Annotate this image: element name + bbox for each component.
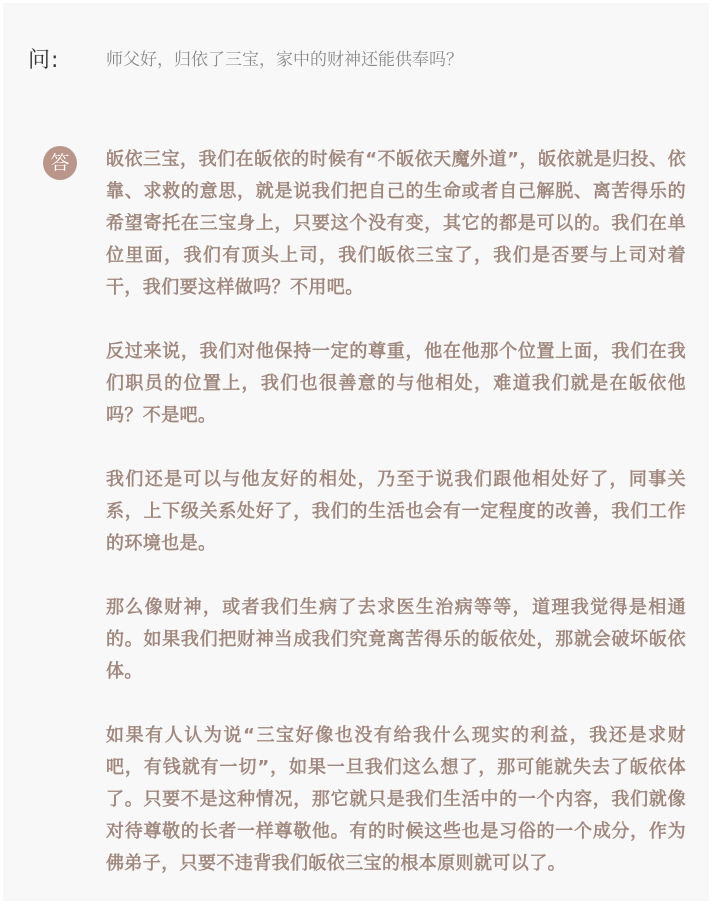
answer-paragraph: 如果有人认为说“三宝好像也没有给我什么现实的利益，我还是求财吧，有钱就有一切”，如果一旦我们这么想了，那可能就失去了皈依体了。只要不是这种情况，那它就只是我们生活中的一个内容，我们就像对待尊敬的长者一样尊敬他。有的时候这些也是习俗的一个成分，作为佛弟子，只要不违背我们皈依三宝的根本原则就可以了。	[106, 725, 686, 874]
qa-card	[3, 3, 709, 901]
answer-paragraph: 反过来说，我们对他保持一定的尊重，他在他那个位置上面，我们在我们职员的位置上，我们也很善意的与他相处，难道我们就是在皈依他吗？不是吧。	[106, 341, 686, 426]
question-text: 师父好，归依了三宝，家中的财神还能供奉吗？	[106, 50, 463, 70]
answer-paragraph: 我们还是可以与他友好的相处，乃至于说我们跟他相处好了，同事关系，上下级关系处好了，我们的生活也会有一定程度的改善，我们工作的环境也是。	[106, 469, 686, 554]
answer-badge: 答	[43, 146, 77, 180]
answer-body	[106, 144, 686, 901]
answer-paragraph: 皈依三宝，我们在皈依的时候有“不皈依天魔外道”，皈依就是归投、依靠、求救的意思，就是说我们把自己的生命或者自己解脱、离苦得乐的希望寄托在三宝身上，只要这个没有变，其它的都是可以的。我们在单位里面，我们有顶头上司，我们皈依三宝了，我们是否要与上司对着干，我们要这样做吗？不用吧。	[106, 149, 686, 298]
question-label: 问:	[28, 48, 60, 73]
answer-paragraph: 那么像财神，或者我们生病了去求医生治病等等，道理我觉得是相通的。如果我们把财神当成我们究竟离苦得乐的皈依处，那就会破坏皈依体。	[106, 597, 686, 682]
